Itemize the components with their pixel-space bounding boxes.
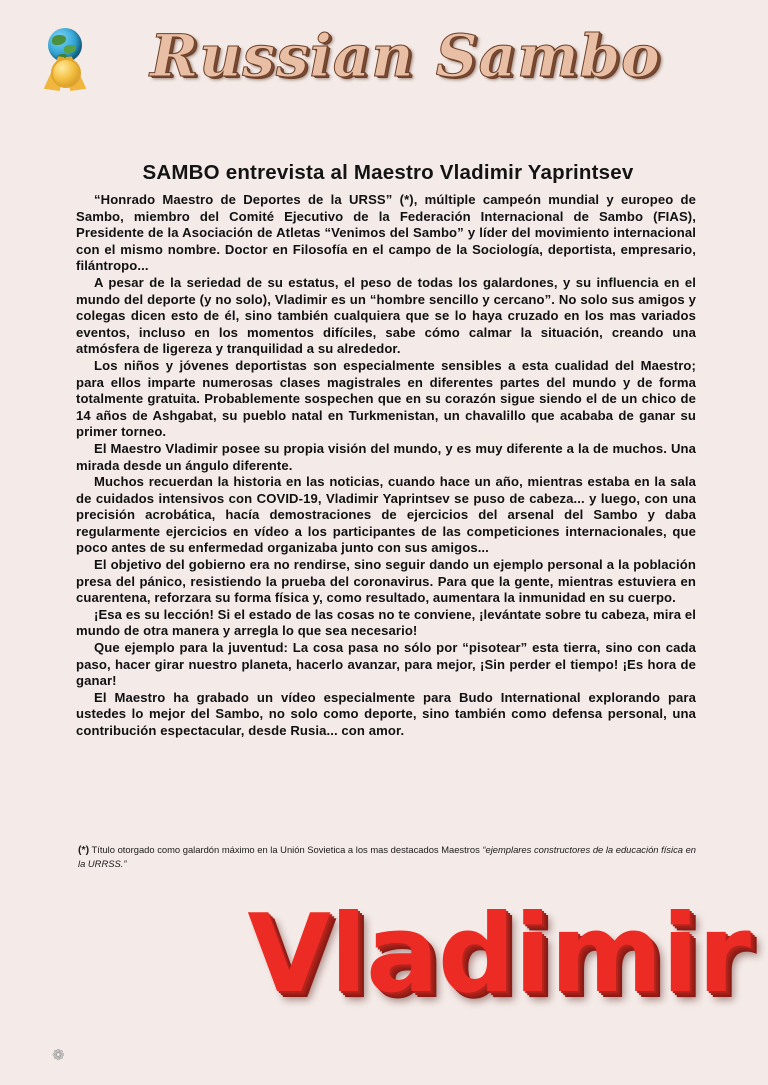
footnote-text: Título otorgado como galardón máximo en la Unión Sovietica a los mas destacados Maestros <box>91 844 483 855</box>
paragraph: Que ejemplo para la juventud: La cosa pasa no sólo por “pisotear” esta tierra, sino con cada paso, hacer girar nuestro planeta, hacerlo avanzar, para mejor, ¡Sin perder el tiempo! ¡Es hora de ganar! <box>76 640 696 689</box>
article-body <box>76 192 696 740</box>
paragraph: El objetivo del gobierno era no rendirse, sino seguir dando un ejemplo personal a la población presa del pánico, resistiendo la prueba del coronavirus. Para que la gente, mientras estuviera en cuarentena, reforzara su forma física y, como resultado, aumentara la inmunidad en su cuerpo. <box>76 557 696 606</box>
paragraph: “Honrado Maestro de Deportes de la URSS” (*), múltiple campeón mundial y europeo de Sambo, miembro del Comité Ejecutivo de la Federación Internacional de Sambo (FIAS), Presidente de la Asociación de Atletas “Venimos del Sambo” y líder del movimiento internacional con el mismo nombre. Doctor en Filosofía en el campo de la Sociología, deportista, empresario, filántropo... <box>76 192 696 274</box>
footnote <box>78 843 698 870</box>
magazine-title: Russian Sambo <box>150 22 661 90</box>
paragraph: Los niños y jóvenes deportistas son especialmente sensibles a esta cualidad del Maestro; para ellos imparte numerosas clases magistrales en diferentes partes del mundo y de forma totalmente gratuita. Probablemente sospechen que en su corazón sigue siendo el de un chico de 14 años de Ashgabat, su pueblo natal en Turkmenistan, un chavalillo que acababa de ganar su primer torneo. <box>76 357 696 440</box>
medal-disc-shape <box>51 58 81 88</box>
paragraph: ¡Esa es su lección! Si el estado de las cosas no te conviene, ¡levántate sobre tu cabeza, mira el mundo de otra manera y arregla lo que sea necesario! <box>76 606 696 639</box>
paragraph: El Maestro ha grabado un vídeo especialmente para Budo International explorando para ustedes lo mejor del Sambo, no solo como deporte, sino también como defensa personal, una contribución espectacular, desde Rusia... con amor. <box>76 689 696 738</box>
globe-medal-icon <box>38 28 100 98</box>
paragraph: Muchos recuerdan la historia en las noticias, cuando hace un año, mientras estaba en la sala de cuidados intensivos con COVID-19, Vladimir Yaprintsev se puso de cabeza... y luego, con una precisión acrobática, hacía demostraciones de ejercicios del arsenal del Sambo y daba regularmente ejercicios en vídeo a los participantes de las competiciones internacionales, que poco antes de su enfermedad organizaba junto con sus amigos... <box>76 474 696 556</box>
paragraph: A pesar de la seriedad de su estatus, el peso de todas los galardones, y su influencia en el mundo del deporte (y no solo), Vladimir es un “hombre sencillo y cercano”. No solo sus amigos y colegas dicen esto de él, sino también cualquiera que se lo haya cruzado en los mas variados eventos, incluso en los momentos difíciles, sabe cómo calmar la situación, creando una atmósfera de ligereza y tranquilidad a su alrededor. <box>76 274 696 357</box>
footnote-marker: (*) <box>78 844 90 856</box>
footnote-text-italic: “ejemplares constructores de la educación física en la URRSS.” <box>78 844 697 869</box>
masthead <box>0 0 768 120</box>
paragraph: El Maestro Vladimir posee su propia visión del mundo, y es muy diferente a la de muchos. Una mirada desde un ángulo diferente. <box>76 440 696 473</box>
feature-name-heading: Vladimir <box>247 892 750 1017</box>
decorative-corner-icon: ❁ <box>52 1047 65 1064</box>
page-title: SAMBO entrevista al Maestro Vladimir Yaprintsev <box>142 160 634 184</box>
